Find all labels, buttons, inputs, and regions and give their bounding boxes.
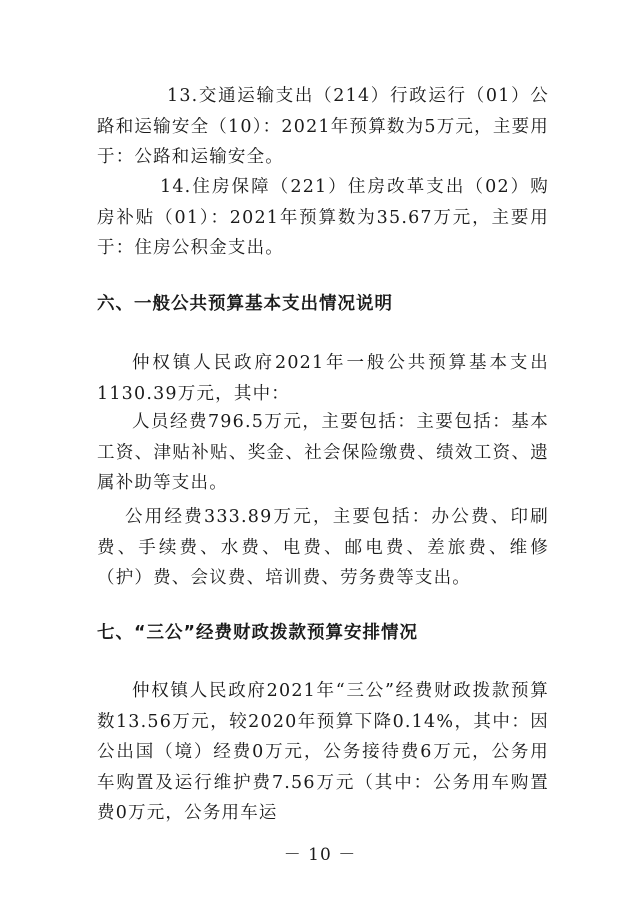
page-number: － 10 － — [283, 845, 357, 865]
section-6-intro: 仲权镇人民政府2021年一般公共预算基本支出1130.39万元，其中： — [97, 353, 549, 404]
section-7-body: 仲权镇人民政府2021年“三公”经费财政拨款预算数13.56万元，较2020年预算下降0.14%，其中：因公出国（境）经费0万元，公务接待费6万元，公务用车购置及运行维护费7.56万元（其中：公务用车购置费0万元，公务用车运 — [97, 681, 549, 823]
section-6-public-expenses: 公用经费333.89万元，主要包括：办公费、印刷费、手续费、水费、电费、邮电费、差旅费、维修（护）费、会议费、培训费、劳务费等支出。 — [97, 507, 549, 588]
paragraph-item-13: 13.交通运输支出（214）行政运行（01）公路和运输安全（10）：2021年预算数为5万元，主要用于：公路和运输安全。 — [97, 86, 549, 167]
section-6-personnel-expenses: 人员经费796.5万元，主要包括：主要包括：基本工资、津贴补贴、奖金、社会保险缴费、绩效工资、遗属补助等支出。 — [97, 412, 549, 493]
paragraph-item-14: 14.住房保障（221）住房改革支出（02）购房补贴（01）：2021年预算数为35.67万元，主要用于：住房公积金支出。 — [97, 177, 549, 258]
section-6-heading: 六、一般公共预算基本支出情况说明 — [97, 294, 393, 314]
section-7-heading: 七、“三公”经费财政拨款预算安排情况 — [97, 623, 419, 643]
